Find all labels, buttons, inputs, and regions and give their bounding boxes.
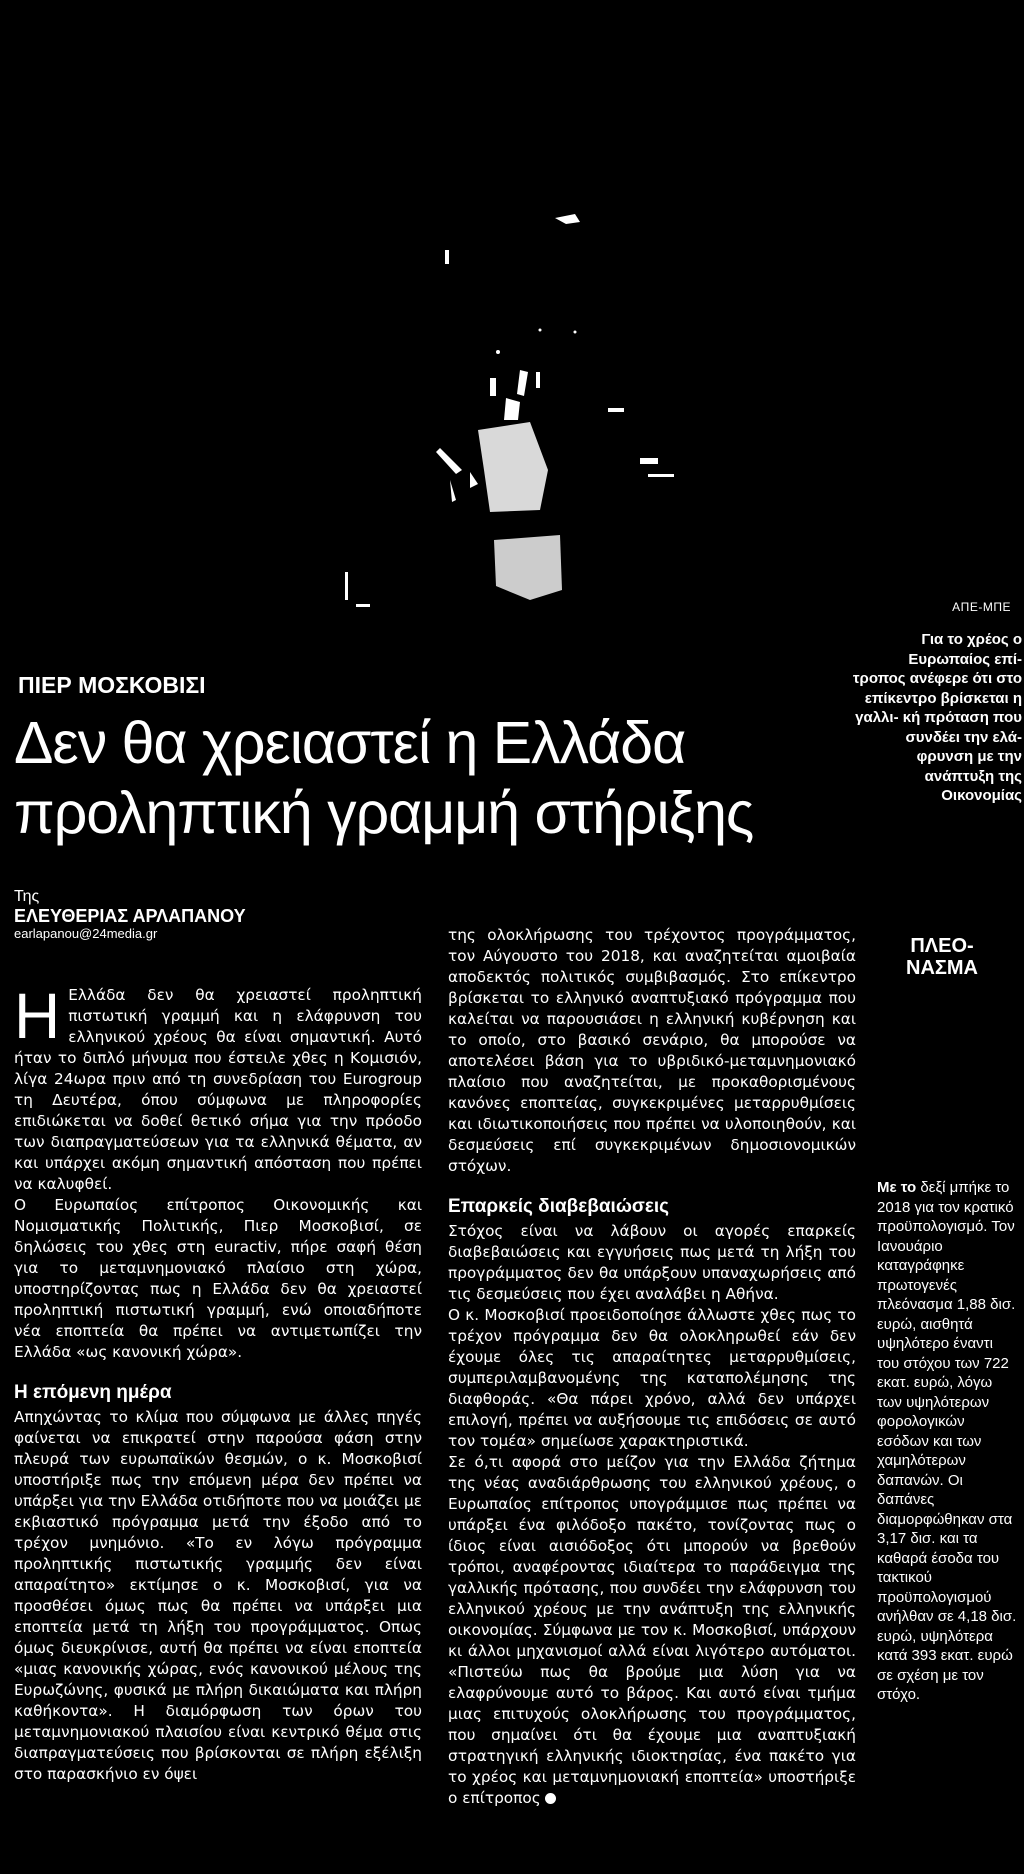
drop-cap: Η: [14, 980, 61, 1052]
headline-line-2: προληπτική γραμμή στήριξης: [14, 780, 754, 846]
headline-line-1: Δεν θα χρειαστεί η Ελλάδα: [14, 710, 686, 776]
sidebar-lead: Με το: [877, 1179, 917, 1196]
paragraph-5: Στόχος είναι να λάβουν οι αγορές επαρκείς διαβεβαιώσεις και εγγυήσεις πως μετά τη λήξη του προγράμματος δεν θα υπάρξουν υπαναχωρήσεις από τις δεσμεύσεις που έχει αναλάβει η Αθήνα.: [448, 1222, 856, 1303]
author-email: earlapanou@24media.gr: [14, 926, 158, 941]
article-column-1: [14, 980, 422, 1785]
sidebar-text: δεξί μπήκε το 2018 για τον κρατικό προϋπολογισμό. Τον Ιανουάριο καταγράφηκε πρωτογενές πλεόνασμα 1,88 δισ. ευρώ, αισθητά υψηλότερο έναντι του στόχου των 722 εκατ. ευρώ, λόγω των υψηλότερων φορολογικών εσόδων και των χαμηλότερων δαπανών. Οι δαπάνες διαμορφώθηκαν στα 3,17 δισ. και τα καθαρά έσοδα του τακτικού προϋπολογισμού ανήλθαν σε 4,18 δισ. ευρώ, υψηλότερα κατά 393 εκατ. ευρώ σε σχέση με τον στόχο.: [877, 1179, 1017, 1703]
sidebar-title: ΠΛΕΟ- ΝΑΣΜΑ: [906, 935, 978, 979]
paragraph-2: Ο Ευρωπαίος επίτροπος Οικονομικής και Νομισματικής Πολιτικής, Πιερ Μοσκοβισί, σε δηλώσεις του χθες στη euractiv, πήρε σαφή θέση για το μεταμνημονιακό πλαίσιο στη χώρα, υποστηρίζοντας πως η Ελλάδα δεν θα χρειαστεί προληπτική πιστωτική γραμμή, ενώ οποιαδήποτε νέα εποπτεία θα πρέπει να αντιμετωπίζει την Ελλάδα «ως κανονική χώρα».: [14, 1196, 422, 1361]
article-headline: [14, 708, 804, 848]
paragraph-4: της ολοκλήρωσης του τρέχοντος προγράμματος, τον Αύγουστο του 2018, και αναζητείται αμοιβαία αποδεκτός πολιτικός συμβιβασμός. Στο επίκεντρο βρίσκεται το ελληνικό αναπτυξιακό πρόγραμμα που καλείται να παρουσιάσει η ελληνική κυβέρνηση και το οποίο, στο βασικό σενάριο, θα μπορούσε να αποτελέσει βάση για το υβριδικό-μεταμνημονιακό πλαίσιο που αναζητείται, με προκαθορισμένους κανόνες εποπτείας, συγκεκριμένες μεταρρυθμίσεις και ιδιωτικοποιήσεις που πρέπει να υλοποιηθούν, και δεσμεύσεις επί συγκεκριμένων δημοσιονομικών στόχων.: [448, 926, 856, 1175]
paragraph-7: Σε ό,τι αφορά στο μείζον για την Ελλάδα ζήτημα της νέας αναδιάρθρωσης του ελληνικού χρέους, ο Ευρωπαίος επίτροπος υπογράμμισε πως πρέπει να υπάρξει ένα φιλόδοξο πακέτο, τονίζοντας πως ο ίδιος είναι αισιόδοξος ότι μπορούν να βρεθούν τρόποι, αναφέροντας ιδιαίτερα το παράδειγμα της γαλλικής πρότασης, που συνδέει την ελάφρυνση του ελληνικού χρέους με την ανάπτυξη της ελληνικής οικονομίας. Σύμφωνα με τον κ. Μοσκοβισί, υπάρχουν κι άλλοι μηχανισμοί αλλά είναι λιγότερο αυτόματοι. «Πιστεύω πως θα βρούμε μια λύση για να ελαφρύνουμε αυτό το βάρος. Και αυτό είναι τμήμα μιας επιτυχούς ολοκλήρωσης του προγράμματος, που σημαίνει ότι θα έχουμε μια αναπτυξιακή στρατηγική ελληνικής ιδιοκτησίας, ένα πακέτο για το χρέος και μεταμνημονιακή εποπτεία» υποστήριξε ο επίτροπος: [448, 1453, 856, 1807]
byline-prefix: Της: [14, 888, 40, 905]
article-column-2: [448, 925, 856, 1809]
article-kicker: ΠΙΕΡ ΜΟΣΚΟΒΙΣΙ: [18, 672, 206, 698]
subheading-2: Επαρκείς διαβεβαιώσεις: [448, 1196, 670, 1217]
sidebar-box: [877, 1178, 1017, 1705]
news-photo: [0, 0, 1024, 620]
end-bullet-icon: [545, 1793, 556, 1804]
paragraph-3: Απηχώντας το κλίμα που σύμφωνα με άλλες πηγές φαίνεται να επικρατεί στην παρούσα φάση στην πλευρά των ευρωπαϊκών θεσμών, ο κ. Μοσκοβισί υποστήριξε πως την επόμενη μέρα δεν πρέπει να υπάρξει για την Ελλάδα οτιδήποτε που να μοιάζει με εκβιαστικό πρόγραμμα μετά την έξοδο από το τρέχον μνημόνιο. «Το εν λόγω πρόγραμμα προληπτικής πιστωτικής γραμμής δεν είναι απαραίτητο» εκτίμησε ο κ. Μοσκοβισί, για να προσθέσει όμως πως θα πρέπει να υπάρξει μια εποπτεία μετά τη λήξη του προγράμματος. Οπως όμως διευκρίνισε, αυτή θα πρέπει να είναι εποπτεία «μιας κανονικής χώρας, ενός κανονικού μέλους της Ευρωζώνης, φυσικά με πλήρη δικαιώματα και πλήρη καθήκοντα». Η διαμόρφωση των όρων του μεταμνημονιακού πλαισίου είναι κεντρικό θέμα στις διαπραγματεύσεις που βρίσκονται σε πλήρη εξέλιξη στο παρασκήνιο εν όψει: [14, 1408, 422, 1783]
subheading-1: Η επόμενη ημέρα: [14, 1382, 172, 1403]
photo-credit: ΑΠΕ-ΜΠΕ: [952, 600, 1011, 614]
byline: [14, 888, 414, 941]
author-name: ΕΛΕΥΘΕΡΙΑΣ ΑΡΛΑΠΑΝΟΥ: [14, 906, 246, 926]
paragraph-1: Ελλάδα δεν θα χρειαστεί προληπτική πιστωτική γραμμή και η ελάφρυνση του ελληνικού χρέους θα είναι σημαντική. Αυτό ήταν το διπλό μήνυμα που έστειλε χθες η Κομισιόν, λίγα 24ωρα πριν από τη συνεδρίαση του Eurogroup τη Δευτέρα, όπου σύμφωνα με πληροφορίες επιδιώκεται να δοθεί θετικό σήμα για την πρόοδο των διαπραγματεύσεων για τα ελληνικά θέματα, αν και υπάρχει ακόμη σημαντική απόσταση που πρέπει να καλυφθεί.: [14, 986, 422, 1193]
paragraph-6: Ο κ. Μοσκοβισί προειδοποίησε άλλωστε χθες πως το τρέχον πρόγραμμα δεν θα ολοκληρωθεί εάν δεν έχουμε όλες τις απαραίτητες μεταρρυθμίσεις, συμπεριλαμβανομένης της καταπολέμησης της διαφθοράς. «Θα πάρει χρόνο, αλλά δεν υπάρχει επιλογή, πρέπει να αυξήσουμε τις επιδόσεις σε αυτό τον τομέα» σημείωσε χαρακτηριστικά.: [448, 1306, 856, 1450]
photo-caption: Για το χρέος ο Ευρωπαίος επί- τροπος ανέφερε ότι στο επίκεντρο βρίσκεται η γαλλι- κή πρόταση που συνδέει την ελά- φρυνση με την ανάπτυξη της Οικονομίας: [852, 631, 1022, 804]
